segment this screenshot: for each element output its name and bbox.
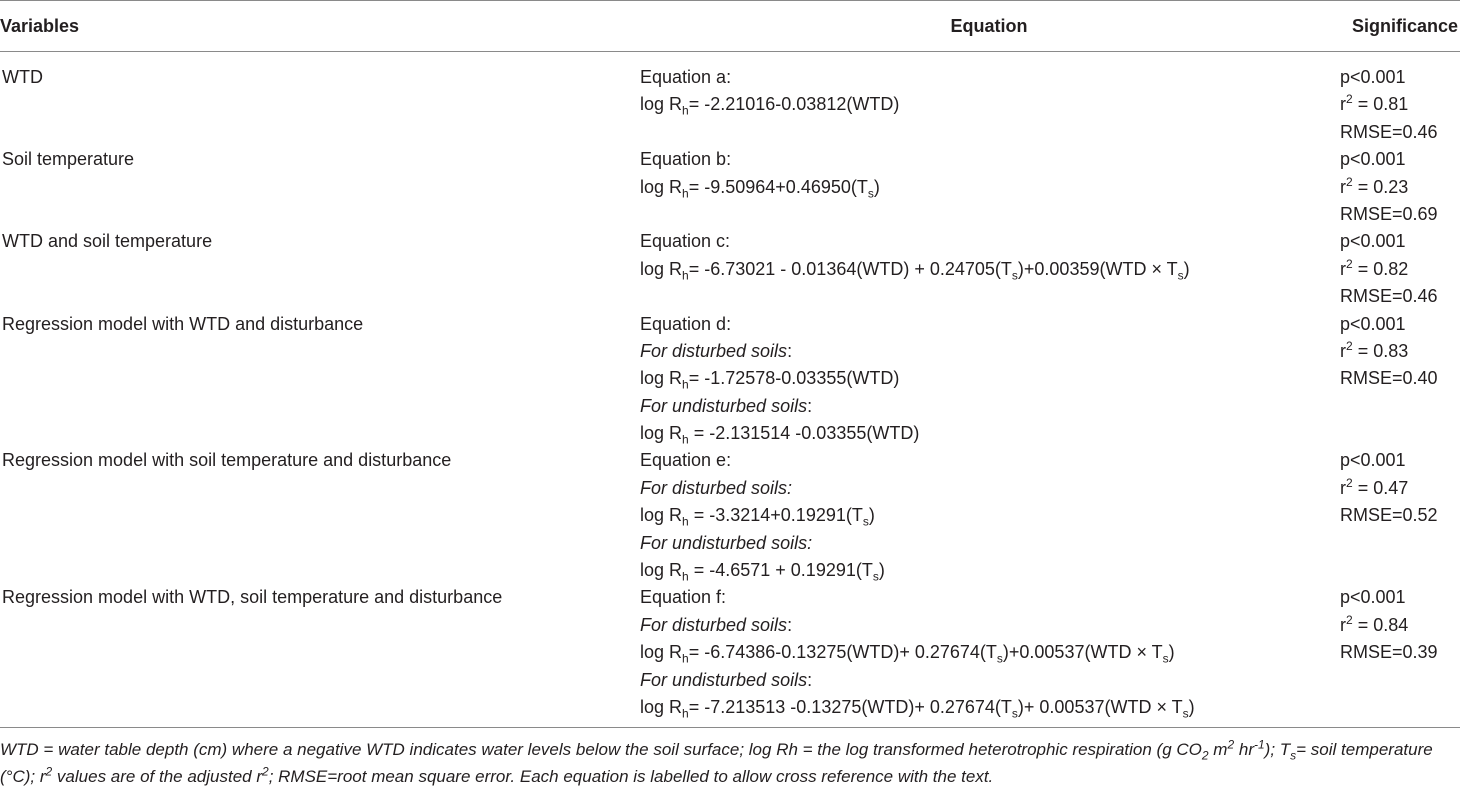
rmse-value: RMSE=0.46 (1340, 286, 1438, 307)
table-footnote: WTD = water table depth (cm) where a negative WTD indicates water levels below the soil surface; log Rh = the log transformed heterotrophic respiration (g $CO_2$ $m^2$ $hr^{-1}$); $T_s=$ soil temperature (°C); $r^2$ values are of the adjusted $r^2$; RMSE=root mean square error. Each equation is labelled to allow cross reference with the text. (0, 737, 1433, 786)
equation-text: $\log R_h = -3.3214+0.19291(T_s)$ (640, 505, 875, 529)
undisturbed-label: For undisturbed soils: (640, 532, 813, 553)
disturbed-label: For disturbed soils: (640, 340, 793, 361)
equation-text: $\log R_h= -2.21016-0.03812(WTD)$ (640, 94, 900, 118)
equation-label: Equation a: (640, 67, 732, 87)
equation-label: Equation c: (640, 231, 731, 252)
undisturbed-label: For undisturbed soils: (640, 395, 813, 416)
table-row (0, 228, 1460, 310)
rmse-value: RMSE=0.52 (1340, 505, 1438, 526)
p-value: p<0.001 (1340, 149, 1406, 170)
variable-cell: Regression model with soil temperature and disturbance (2, 450, 452, 471)
disturbed-label: For disturbed soils: (640, 614, 793, 635)
variable-cell: WTD (2, 67, 43, 87)
r2-value: $r^2 = 0.83$ (1340, 338, 1409, 361)
table-row (0, 447, 1460, 584)
disturbed-label: For disturbed soils: (640, 477, 793, 498)
rmse-value: RMSE=0.39 (1340, 642, 1438, 663)
header-row (0, 1, 1460, 52)
equation-text: $\log R_h= -1.72578-0.03355(WTD)$ (640, 368, 900, 392)
p-value: p<0.001 (1340, 587, 1406, 608)
rmse-value: RMSE=0.40 (1340, 368, 1438, 389)
equation-label: Equation d: (640, 313, 732, 334)
equation-text: $\log R_h= -6.73021 - 0.01364(WTD) + 0.24705(T_s)+0.00359(WTD \times T_s)$ (640, 258, 1190, 283)
p-value: p<0.001 (1340, 450, 1406, 471)
equation-label: Equation b: (640, 149, 732, 170)
p-value: p<0.001 (1340, 231, 1406, 252)
table-row (0, 52, 1460, 147)
equation-text: $\log R_h = -2.131514$ -0.03355(WTD) (640, 423, 920, 447)
header-significance: Significance (1340, 1, 1460, 52)
r2-value: $r^2 = 0.84$ (1340, 612, 1409, 635)
variable-cell: Soil temperature (2, 149, 135, 170)
p-value: p<0.001 (1340, 67, 1406, 87)
equation-text: $\log R_h= -9.50964+0.46950(T_s)$ (640, 176, 880, 201)
p-value: p<0.001 (1340, 313, 1406, 334)
table-row (0, 311, 1460, 448)
r2-value: $r^2 = 0.81$ (1340, 92, 1409, 115)
equation-text: $\log R_h= -6.74386-0.13275(WTD)+ 0.27674(T_s)+0.00537(WTD \times T_s)$ (640, 642, 1175, 666)
equation-text: $\log R_h= -7.213513$ $-0.13275(WTD)+ 0.27674(T_s)+ 0.00537(WTD \times T_s)$ (640, 696, 1195, 721)
r2-value: $r^2 = 0.47$ (1340, 475, 1409, 498)
table-row (0, 146, 1460, 228)
variable-cell: Regression model with WTD and disturbance (2, 313, 364, 334)
variable-cell: Regression model with WTD, soil temperature and disturbance (2, 587, 503, 608)
header-variables: Variables (0, 1, 638, 52)
header-equation: Equation (638, 1, 1340, 52)
undisturbed-label: For undisturbed soils: (640, 669, 813, 690)
equation-text: $\log R_h = -4.6571 + 0.19291(T_s)$ (640, 560, 885, 584)
table-row (0, 584, 1460, 727)
rmse-value: RMSE=0.46 (1340, 121, 1438, 142)
rmse-value: RMSE=0.69 (1340, 203, 1438, 224)
equation-label: Equation f: (640, 587, 727, 608)
r2-value: $r^2 = 0.82$ (1340, 256, 1409, 279)
r2-value: $r^2 = 0.23$ (1340, 174, 1409, 197)
equation-label: Equation e: (640, 450, 732, 471)
variable-cell: WTD and soil temperature (2, 231, 213, 252)
